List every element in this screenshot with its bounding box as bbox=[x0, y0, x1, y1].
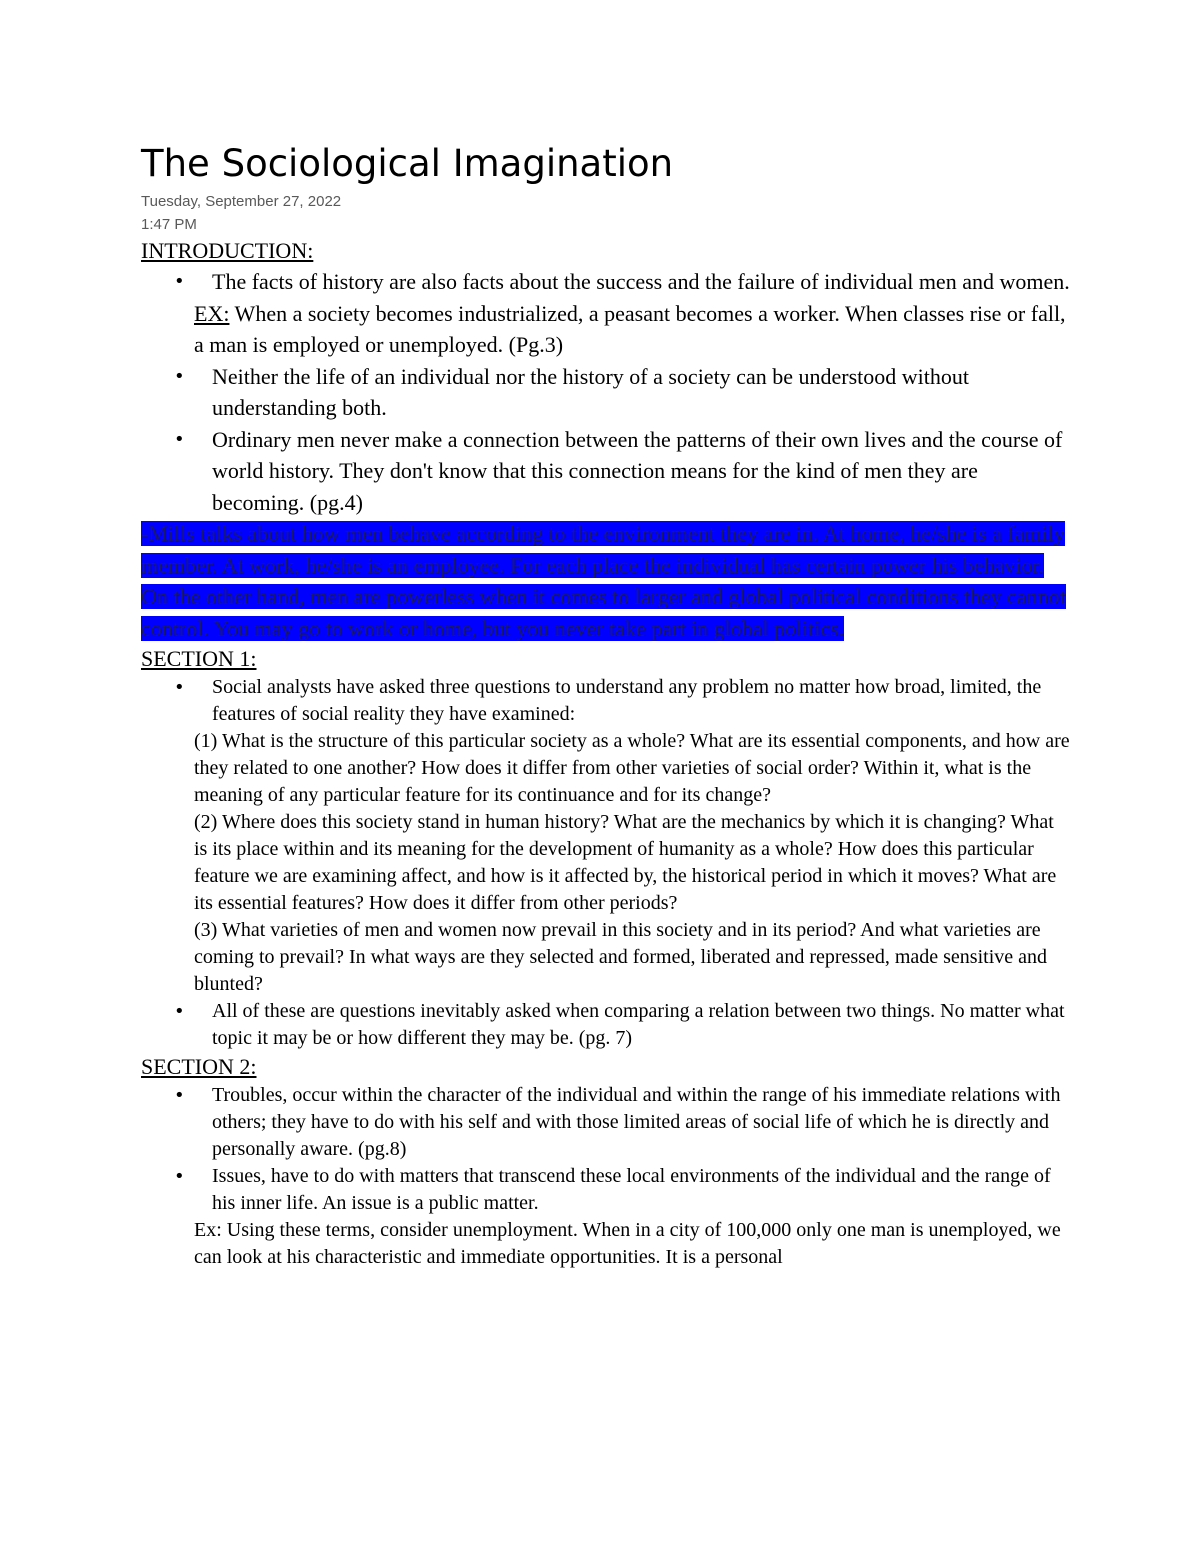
section-1-list bbox=[141, 674, 1071, 728]
note-time: 1:47 PM bbox=[141, 216, 197, 233]
section-2-bullet-1: Troubles, occur within the character of the individual and within the range of his immediate relations with others; they have to do with his self and with those limited areas of social life of which he is directly and personally aware. (pg.8) bbox=[212, 1084, 1061, 1160]
example-text: When a society becomes industrialized, a peasant becomes a worker. When classes rise or fall, a man is employed or unemployed. (Pg.3) bbox=[194, 300, 1066, 357]
section-2-bullet-2: Issues, have to do with matters that transcend these local environments of the individual and the range of his inner life. An issue is a public matter. bbox=[212, 1165, 1051, 1214]
highlighted-text: -Mills talks about how men behave according to the environment they are in. At home, he/she is a family member. At work, he/she is an employee. For each place the individual has certain power his behavior. On the other hand, men are powerless when it comes to larger and global political conditions they cannot control. You may go to work or home, but you never take part in global politics. bbox=[141, 521, 1066, 641]
list-item bbox=[141, 266, 1071, 298]
page-title: The Sociological Imagination bbox=[141, 142, 674, 185]
list-item bbox=[141, 998, 1071, 1052]
bullet-icon: • bbox=[174, 1085, 185, 1106]
section-1-list-2 bbox=[141, 998, 1071, 1052]
introduction-heading: INTRODUCTION: bbox=[141, 238, 314, 263]
list-item bbox=[141, 424, 1071, 519]
section-1-question-1: (1) What is the structure of this particular society as a whole? What are its essential components, and how are they related to one another? How does it differ from other varieties of social order? Within it, what is the meaning of any particular feature for its continuance and for its change? bbox=[194, 730, 1070, 806]
bullet-icon: • bbox=[174, 1166, 185, 1187]
introduction-list bbox=[141, 266, 1071, 298]
section-2-example: Ex: Using these terms, consider unemployment. When in a city of 100,000 only one man is unemployed, we can look at his characteristic and immediate opportunities. It is a personal bbox=[194, 1219, 1061, 1268]
section-1-question-3: (3) What varieties of men and women now prevail in this society and in its period? And what varieties are coming to prevail? In what ways are they selected and formed, liberated and repressed, made sensitive and blunted? bbox=[194, 919, 1048, 995]
example-label: EX: bbox=[194, 300, 230, 326]
introduction-list-2 bbox=[141, 361, 1071, 519]
introduction-bullet-2: Neither the life of an individual nor the history of a society can be understood without understanding both. bbox=[212, 363, 969, 420]
section-2-heading: SECTION 2: bbox=[141, 1054, 257, 1079]
section-1-heading: SECTION 1: bbox=[141, 646, 257, 671]
list-item bbox=[141, 674, 1071, 728]
bullet-icon: • bbox=[174, 365, 185, 387]
list-item bbox=[141, 361, 1071, 424]
introduction-bullet-1: The facts of history are also facts about the success and the failure of individual men and women. bbox=[212, 269, 1070, 294]
introduction-bullet-3: Ordinary men never make a connection between the patterns of their own lives and the course of world history. They don't know that this connection means for the kind of men they are becoming. (pg.4) bbox=[212, 426, 1063, 515]
bullet-icon: • bbox=[174, 677, 185, 698]
introduction-example bbox=[141, 298, 1071, 361]
bullet-icon: • bbox=[174, 1001, 185, 1022]
bullet-icon: • bbox=[174, 428, 185, 450]
list-item bbox=[141, 1082, 1071, 1163]
bullet-icon: • bbox=[174, 271, 185, 292]
note-page bbox=[141, 140, 1071, 1271]
list-item bbox=[141, 1163, 1071, 1217]
section-1-question-2: (2) Where does this society stand in human history? What are the mechanics by which it is changing? What is its place within and its meaning for the development of humanity as a whole? How does this particular feature we are examining affect, and how is it affected by, the historical period in which it moves? What are its essential features? How does it differ from other periods? bbox=[194, 811, 1057, 914]
note-date: Tuesday, September 27, 2022 bbox=[141, 193, 342, 210]
section-1-bullet-1: Social analysts have asked three questions to understand any problem no matter how broad, limited, the features of social reality they have examined: bbox=[212, 676, 1042, 725]
section-1-bullet-2: All of these are questions inevitably asked when comparing a relation between two things. No matter what topic it may be or how different they may be. (pg. 7) bbox=[212, 1000, 1065, 1049]
section-2-list bbox=[141, 1082, 1071, 1217]
highlighted-paragraph bbox=[141, 518, 1071, 644]
